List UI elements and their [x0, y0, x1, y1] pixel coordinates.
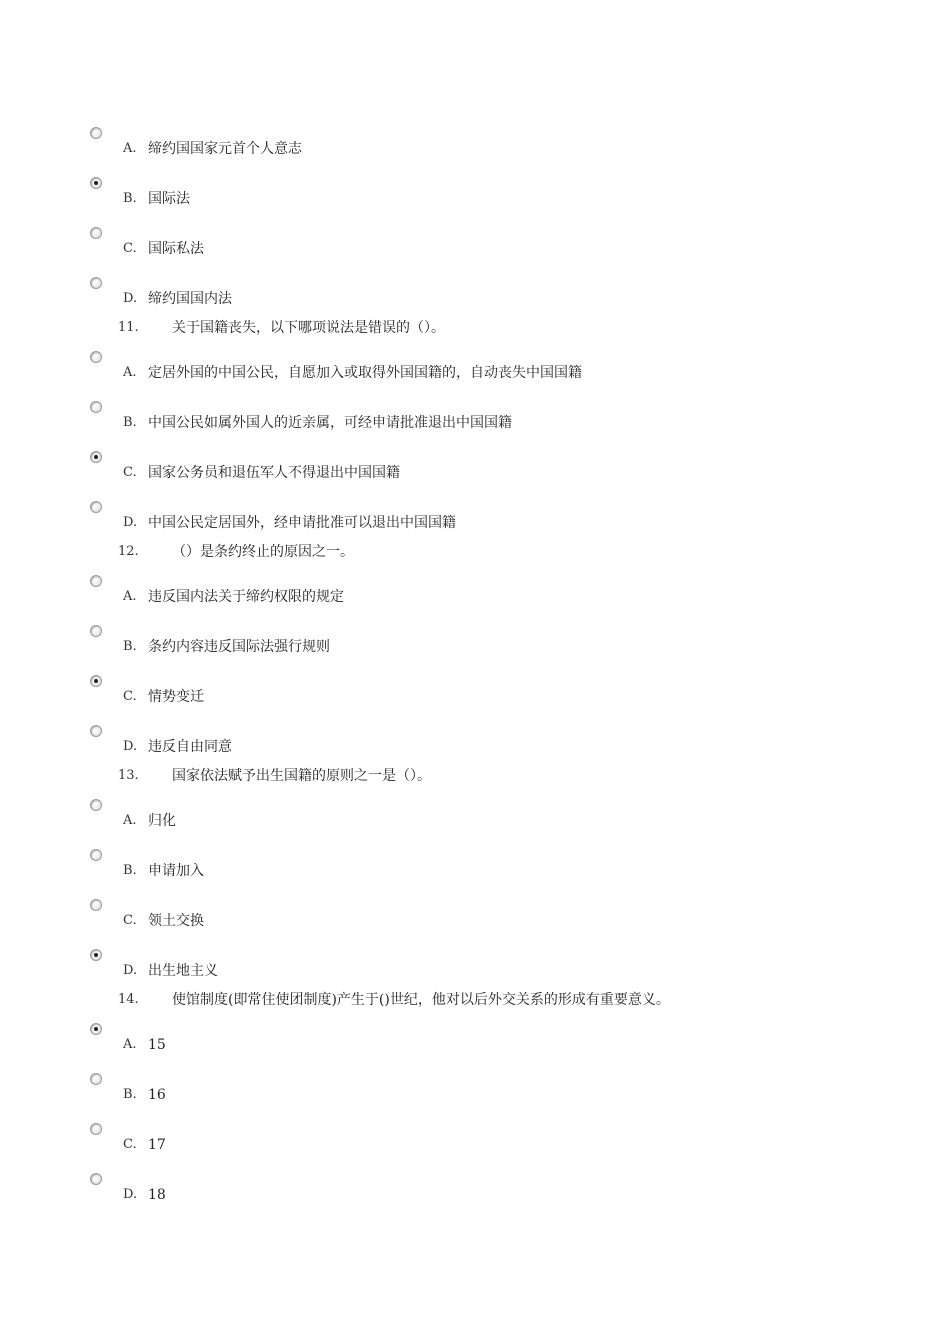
option-letter: A.	[123, 813, 137, 828]
q14-option-b[interactable]	[90, 1073, 850, 1113]
radio-button[interactable]	[90, 1173, 102, 1185]
option-text: 条约内容违反国际法强行规则	[148, 639, 330, 655]
q11-option-b[interactable]	[90, 401, 850, 441]
option-letter: C.	[123, 689, 137, 704]
option-letter: D.	[123, 1187, 138, 1202]
prev-option-a[interactable]	[90, 127, 850, 167]
q12-option-b[interactable]	[90, 625, 850, 665]
radio-button[interactable]	[90, 227, 102, 239]
option-letter: C.	[123, 241, 137, 256]
radio-button[interactable]	[90, 177, 102, 189]
option-text: 中国公民如属外国人的近亲属，可经申请批准退出中国国籍	[148, 415, 512, 431]
option-letter: D.	[123, 739, 138, 754]
radio-button[interactable]	[90, 127, 102, 139]
option-letter: B.	[123, 1087, 137, 1102]
option-letter: D.	[123, 963, 138, 978]
option-text: 定居外国的中国公民，自愿加入或取得外国国籍的，自动丧失中国国籍	[148, 365, 582, 381]
q12-option-d[interactable]	[90, 725, 850, 765]
option-letter: A.	[123, 365, 137, 380]
option-letter: C.	[123, 913, 137, 928]
q13-option-a[interactable]	[90, 799, 850, 839]
option-letter: B.	[123, 191, 137, 206]
question-11	[118, 318, 898, 340]
q13-option-c[interactable]	[90, 899, 850, 939]
radio-button[interactable]	[90, 451, 102, 463]
radio-button[interactable]	[90, 1023, 102, 1035]
option-text: 情势变迁	[148, 689, 204, 705]
question-number: 11.	[118, 320, 139, 335]
radio-button[interactable]	[90, 277, 102, 289]
question-text: 关于国籍丧失，以下哪项说法是错误的（）。	[172, 320, 445, 336]
radio-button[interactable]	[90, 501, 102, 513]
q12-option-a[interactable]	[90, 575, 850, 615]
option-text: 归化	[148, 813, 176, 829]
option-text: 中国公民定居国外，经申请批准可以退出中国国籍	[148, 515, 456, 531]
option-letter: B.	[123, 415, 137, 430]
q14-option-a[interactable]	[90, 1023, 850, 1063]
question-text: （）是条约终止的原因之一。	[172, 544, 354, 560]
q11-option-c[interactable]	[90, 451, 850, 491]
q11-option-a[interactable]	[90, 351, 850, 391]
option-text: 缔约国国家元首个人意志	[148, 141, 302, 157]
radio-button[interactable]	[90, 799, 102, 811]
question-text: 使馆制度(即常住使团制度)产生于()世纪，他对以后外交关系的形成有重要意义。	[172, 992, 670, 1008]
q14-option-d[interactable]	[90, 1173, 850, 1213]
q11-option-d[interactable]	[90, 501, 850, 541]
option-text: 15	[148, 1037, 166, 1053]
option-text: 16	[148, 1087, 166, 1103]
option-text: 缔约国国内法	[148, 291, 232, 307]
radio-button[interactable]	[90, 725, 102, 737]
radio-button[interactable]	[90, 575, 102, 587]
radio-button[interactable]	[90, 675, 102, 687]
question-number: 14.	[118, 992, 139, 1007]
radio-button[interactable]	[90, 1073, 102, 1085]
radio-button[interactable]	[90, 1123, 102, 1135]
option-text: 出生地主义	[148, 963, 218, 979]
radio-button[interactable]	[90, 625, 102, 637]
option-letter: A.	[123, 589, 137, 604]
radio-button[interactable]	[90, 899, 102, 911]
q14-option-c[interactable]	[90, 1123, 850, 1163]
q12-option-c[interactable]	[90, 675, 850, 715]
question-number: 12.	[118, 544, 139, 559]
option-text: 17	[148, 1137, 166, 1153]
question-number: 13.	[118, 768, 139, 783]
prev-option-d[interactable]	[90, 277, 850, 317]
radio-button[interactable]	[90, 351, 102, 363]
option-letter: C.	[123, 465, 137, 480]
option-letter: D.	[123, 291, 138, 306]
option-letter: B.	[123, 863, 137, 878]
radio-button[interactable]	[90, 949, 102, 961]
option-text: 国家公务员和退伍军人不得退出中国国籍	[148, 465, 400, 481]
radio-button[interactable]	[90, 401, 102, 413]
option-text: 18	[148, 1187, 166, 1203]
question-14	[118, 990, 898, 1012]
option-text: 领土交换	[148, 913, 204, 929]
option-text: 申请加入	[148, 863, 204, 879]
prev-option-b[interactable]	[90, 177, 850, 217]
question-12	[118, 542, 898, 564]
option-letter: D.	[123, 515, 138, 530]
prev-option-c[interactable]	[90, 227, 850, 267]
option-text: 国际法	[148, 191, 190, 207]
radio-button[interactable]	[90, 849, 102, 861]
option-letter: A.	[123, 141, 137, 156]
question-13	[118, 766, 898, 788]
option-text: 国际私法	[148, 241, 204, 257]
question-text: 国家依法赋予出生国籍的原则之一是（）。	[172, 768, 431, 784]
option-letter: B.	[123, 639, 137, 654]
q13-option-d[interactable]	[90, 949, 850, 989]
option-text: 违反国内法关于缔约权限的规定	[148, 589, 344, 605]
q13-option-b[interactable]	[90, 849, 850, 889]
option-text: 违反自由同意	[148, 739, 232, 755]
option-letter: C.	[123, 1137, 137, 1152]
option-letter: A.	[123, 1037, 137, 1052]
